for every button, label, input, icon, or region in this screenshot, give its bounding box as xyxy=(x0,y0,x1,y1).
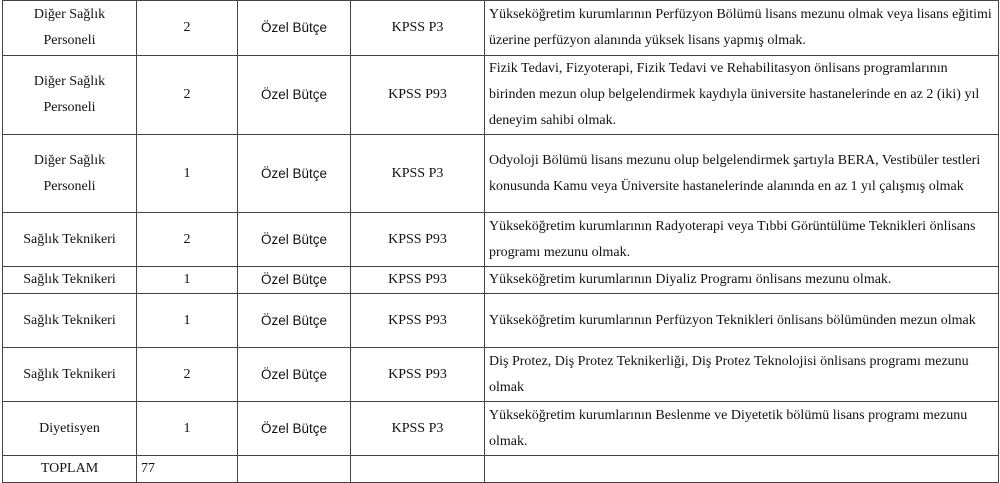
title-cell: Sağlık Teknikeri xyxy=(3,213,137,267)
title-cell: Diğer Sağlık Personeli xyxy=(3,1,137,56)
table-row xyxy=(3,135,999,213)
total-row xyxy=(3,456,999,483)
title-cell: Diğer Sağlık Personeli xyxy=(3,56,137,135)
table-row xyxy=(3,402,999,456)
count-cell: 2 xyxy=(137,56,238,135)
condition-cell: Fizik Tedavi, Fizyoterapi, Fizik Tedavi ve Rehabilitasyon önlisans programlarının birinden mezun olup belgelendirmek kaydıyla üniversite hastanelerinde en az 2 (iki) yıl deneyim sahibi olmak. xyxy=(485,56,999,135)
exam-cell: KPSS P93 xyxy=(351,348,485,402)
condition-cell: Diş Protez, Diş Protez Teknikerliği, Diş Protez Teknolojisi önlisans programı mezunu olmak xyxy=(485,348,999,402)
exam-cell: KPSS P3 xyxy=(351,1,485,56)
count-cell: 1 xyxy=(137,294,238,348)
count-cell: 1 xyxy=(137,402,238,456)
table-row xyxy=(3,56,999,135)
exam-cell: KPSS P3 xyxy=(351,402,485,456)
condition-cell: Yükseköğretim kurumlarının Perfüzyon Bölümü lisans mezunu olmak veya lisans eğitimi üzerine perfüzyon alanında yüksek lisans yapmış olmak. xyxy=(485,1,999,56)
title-cell: Diyetisyen xyxy=(3,402,137,456)
count-cell: 2 xyxy=(137,348,238,402)
budget-cell: Özel Bütçe xyxy=(238,56,351,135)
table-row xyxy=(3,213,999,267)
count-cell: 2 xyxy=(137,1,238,56)
total-count: 77 xyxy=(137,456,238,483)
empty-cell xyxy=(351,456,485,483)
title-cell: Sağlık Teknikeri xyxy=(3,348,137,402)
count-cell: 1 xyxy=(137,135,238,213)
exam-cell: KPSS P93 xyxy=(351,213,485,267)
budget-cell: Özel Bütçe xyxy=(238,348,351,402)
budget-cell: Özel Bütçe xyxy=(238,213,351,267)
budget-cell: Özel Bütçe xyxy=(238,1,351,56)
budget-cell: Özel Bütçe xyxy=(238,402,351,456)
exam-cell: KPSS P3 xyxy=(351,135,485,213)
exam-cell: KPSS P93 xyxy=(351,294,485,348)
table-row xyxy=(3,348,999,402)
positions-table xyxy=(2,0,999,483)
condition-cell: Odyoloji Bölümü lisans mezunu olup belgelendirmek şartıyla BERA, Vestibüler testleri konusunda Kamu veya Üniversite hastanelerinde alanında en az 1 yıl çalışmış olmak xyxy=(485,135,999,213)
title-cell: Sağlık Teknikeri xyxy=(3,267,137,294)
table-row xyxy=(3,1,999,56)
budget-cell: Özel Bütçe xyxy=(238,135,351,213)
exam-cell: KPSS P93 xyxy=(351,56,485,135)
exam-cell: KPSS P93 xyxy=(351,267,485,294)
table-row xyxy=(3,294,999,348)
title-cell: Diğer Sağlık Personeli xyxy=(3,135,137,213)
condition-cell: Yükseköğretim kurumlarının Radyoterapi veya Tıbbi Görüntülüme Teknikleri önlisans programı mezunu olmak. xyxy=(485,213,999,267)
table-row xyxy=(3,267,999,294)
count-cell: 2 xyxy=(137,213,238,267)
empty-cell xyxy=(485,456,999,483)
budget-cell: Özel Bütçe xyxy=(238,294,351,348)
condition-cell: Yükseköğretim kurumlarının Beslenme ve Diyetetik bölümü lisans programı mezunu olmak. xyxy=(485,402,999,456)
title-cell: Sağlık Teknikeri xyxy=(3,294,137,348)
total-label: TOPLAM xyxy=(3,456,137,483)
positions-table-body xyxy=(3,1,999,483)
condition-cell: Yükseköğretim kurumlarının Perfüzyon Teknikleri önlisans bölümünden mezun olmak xyxy=(485,294,999,348)
empty-cell xyxy=(238,456,351,483)
condition-cell: Yükseköğretim kurumlarının Diyaliz Programı önlisans mezunu olmak. xyxy=(485,267,999,294)
count-cell: 1 xyxy=(137,267,238,294)
budget-cell: Özel Bütçe xyxy=(238,267,351,294)
